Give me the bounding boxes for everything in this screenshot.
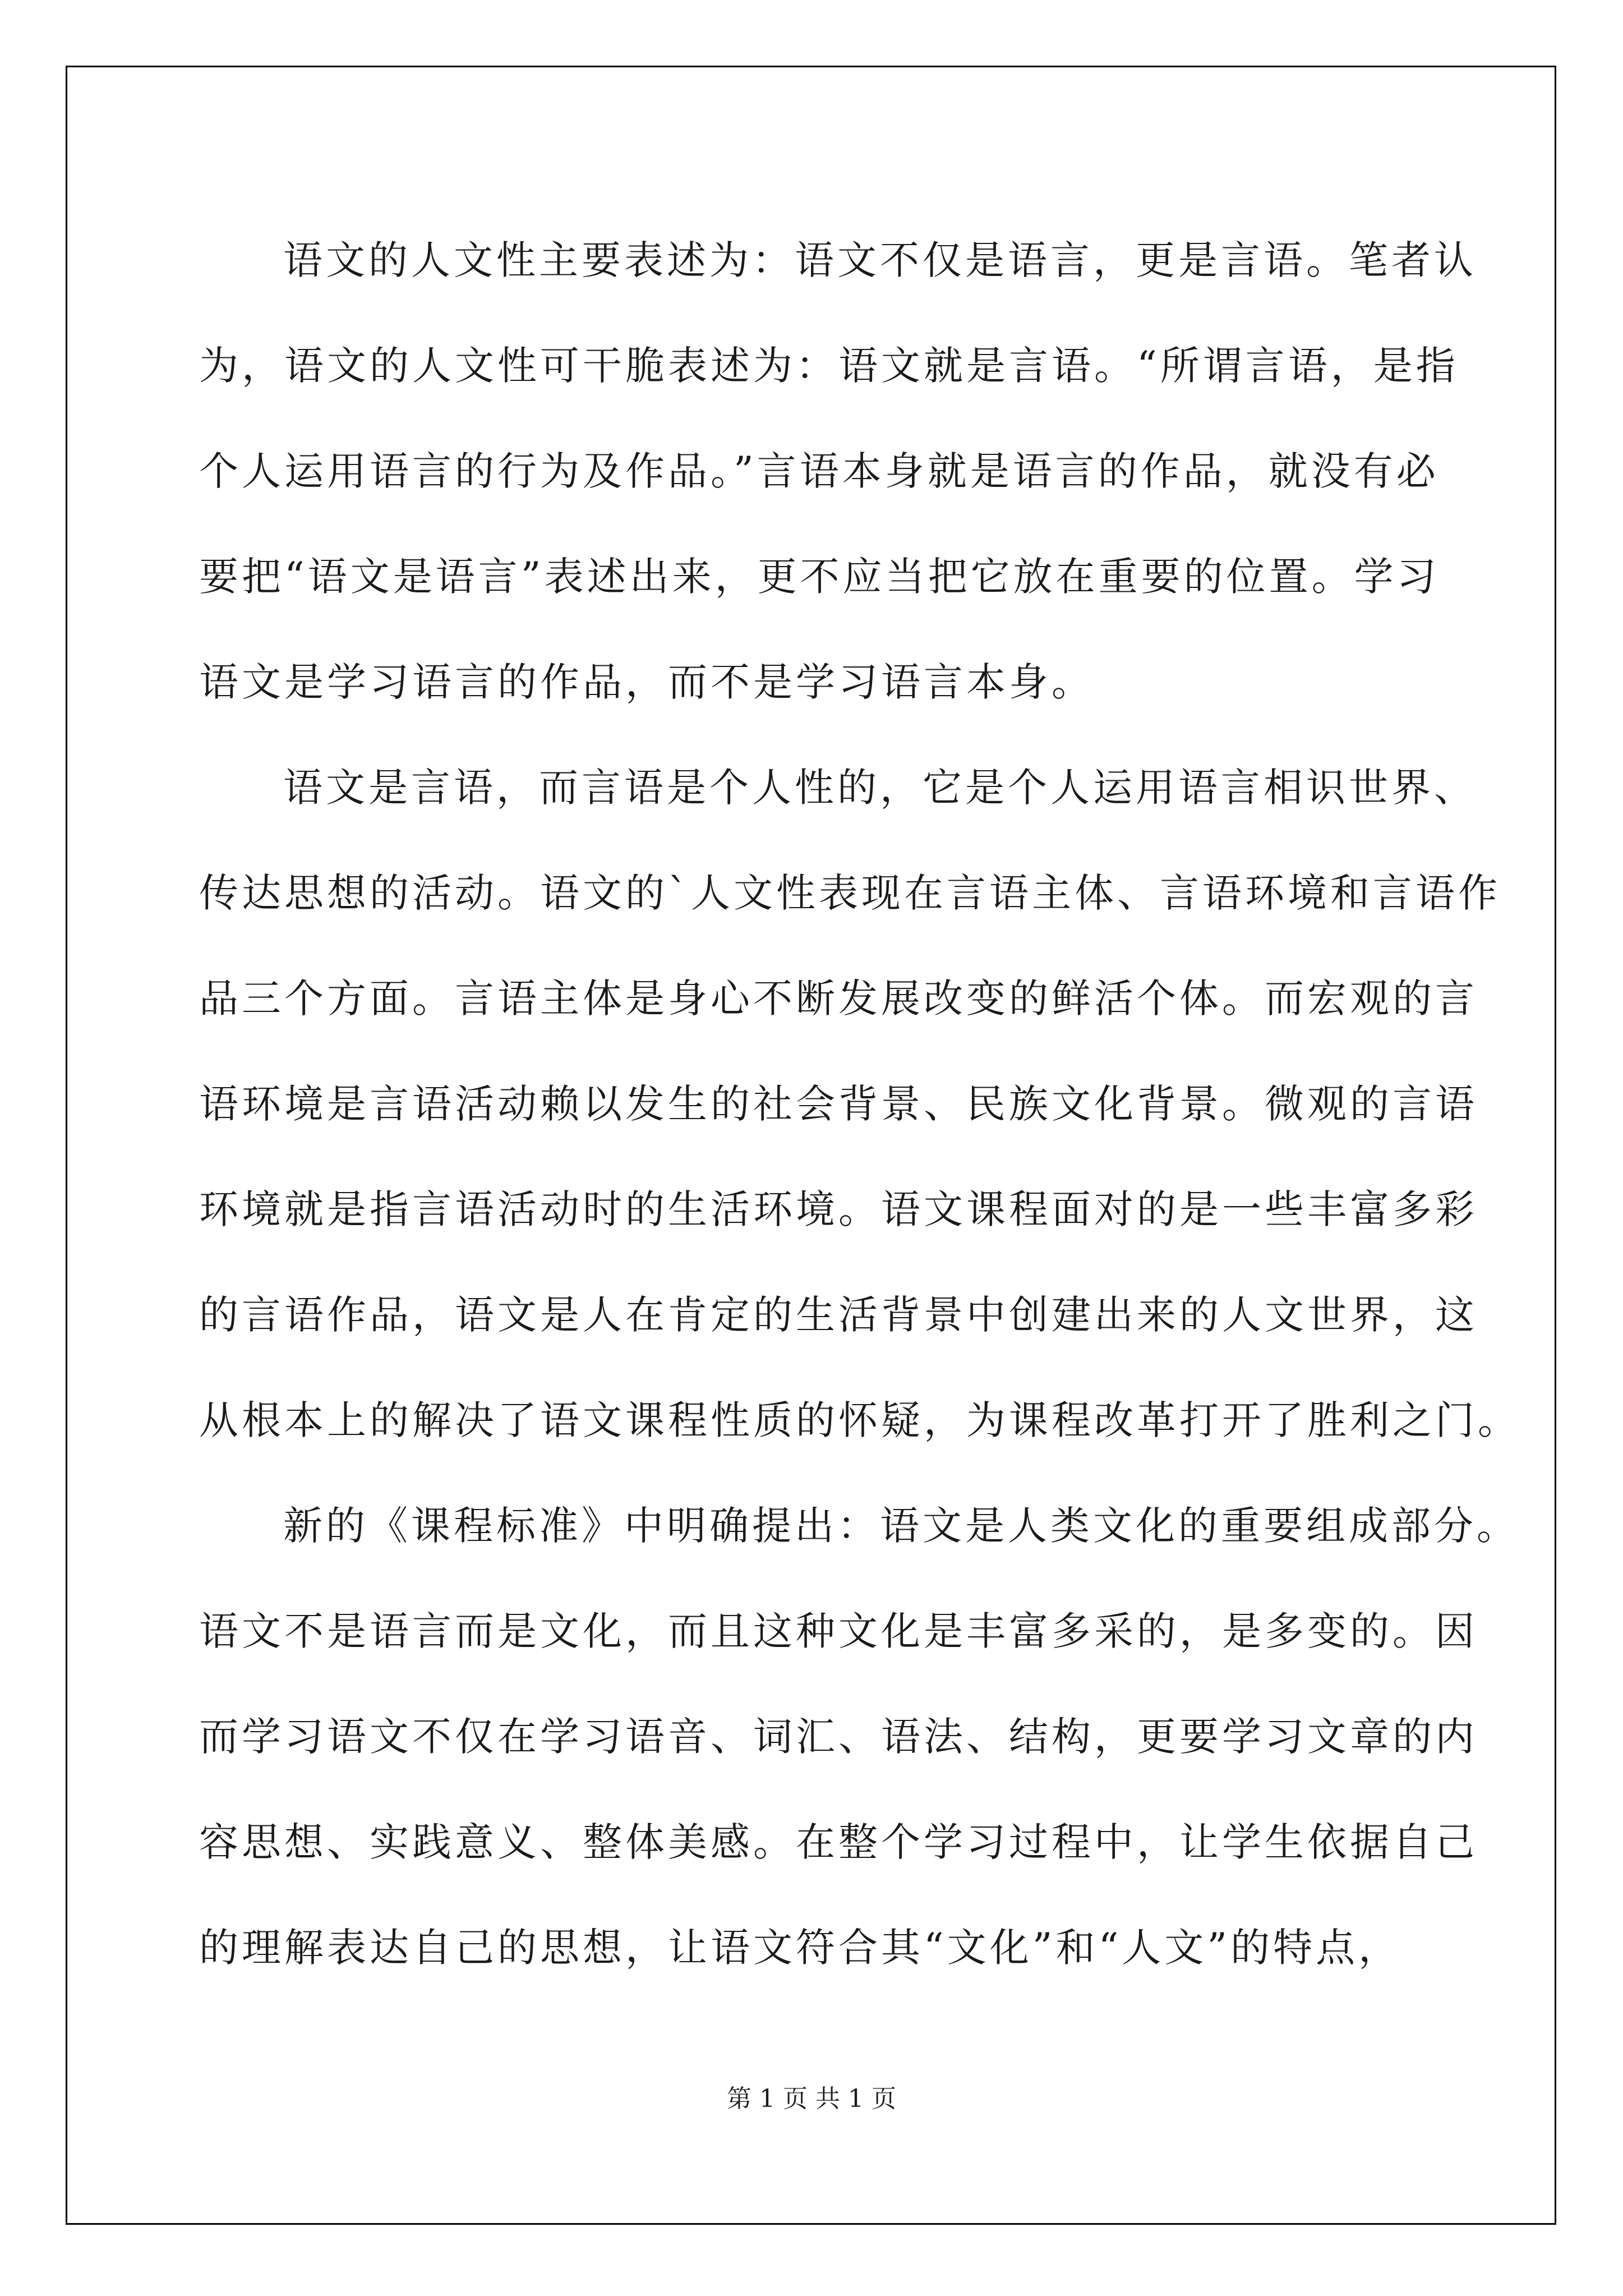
- text-line: 新的《课程标准》中明确提出：语文是人类文化的重要组成部分。: [283, 1503, 1519, 1549]
- text-line: 要把“语文是语言”表述出来，更不应当把它放在重要的位置。学习: [199, 554, 1440, 600]
- text-line: 语文的人文性主要表述为：语文不仅是语言，更是言语。笔者认: [283, 237, 1477, 283]
- text-line: 语文是言语，而言语是个人性的，它是个人运用语言相识世界、: [283, 765, 1477, 811]
- text-line: 为，语文的人文性可干脆表述为：语文就是言语。“所谓言语，是指: [199, 343, 1459, 389]
- document-body: [199, 208, 1520, 2000]
- text-line: 的言语作品，语文是人在肯定的生活背景中创建出来的人文世界，这: [199, 1292, 1478, 1338]
- text-line: 而学习语文不仅在学习语音、词汇、语法、结构，更要学习文章的内: [199, 1714, 1478, 1760]
- text-line: 个人运用语言的行为及作品。”言语本身就是语言的作品，就没有必: [199, 448, 1439, 494]
- text-line: 语环境是言语活动赖以发生的社会背景、民族文化背景。微观的言语: [199, 1081, 1478, 1127]
- text-line: 品三个方面。言语主体是身心不断发展改变的鲜活个体。而宏观的言: [199, 976, 1478, 1022]
- text-line: 环境就是指言语活动时的生活环境。语文课程面对的是一些丰富多彩: [199, 1186, 1478, 1232]
- text-line: 语文是学习语言的作品，而不是学习语言本身。: [199, 659, 1094, 705]
- text-line: 语文不是语言而是文化，而且这种文化是丰富多采的，是多变的。因: [199, 1608, 1478, 1654]
- page-footer: [0, 2078, 1623, 2114]
- text-line: 从根本上的解决了语文课程性质的怀疑，为课程改革打开了胜利之门。: [199, 1397, 1520, 1443]
- text-line: 的理解表达自己的思想，让语文符合其“文化”和“人文”的特点，: [199, 1925, 1401, 1971]
- text-line: 传达思想的活动。语文的`人文性表现在言语主体、言语环境和言语作: [199, 870, 1501, 916]
- text-line: 容思想、实践意义、整体美感。在整个学习过程中，让学生依据自己: [199, 1819, 1478, 1865]
- page-number-label: 第 1 页 共 1 页: [727, 2085, 896, 2113]
